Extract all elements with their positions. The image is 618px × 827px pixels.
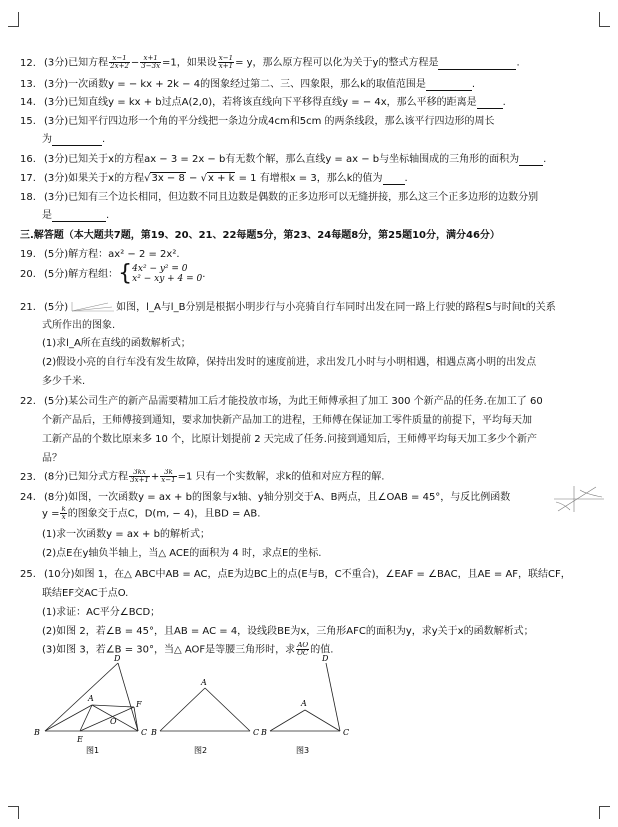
question-17: 17. (3分)如果关于x的方程√3x − 8 − √x + k = 1 有增根x = 3，那么k的值为 . [20, 173, 408, 184]
fig1-label-b: B [34, 728, 40, 737]
answer-blank[interactable] [426, 80, 472, 91]
question-21-sub2-line2: 多少千米. [42, 376, 86, 387]
question-15: 15. (3分)已知平行四边形一个角的平分线把一条边分成4cm和5cm 的两条线段，那么该平行四边形的周长 [20, 116, 495, 127]
fig3-label-a: A [301, 699, 307, 708]
q24-graph [552, 484, 606, 514]
question-22-line4: 品？ [42, 453, 62, 464]
question-18: 18. (3分)已知有三个边长相同，但边数不同且边数是偶数的正多边形可以无缝拼接，那么这三个正多边形的边数分别 [20, 192, 539, 203]
question-18-line2: 是 . [42, 210, 110, 221]
answer-blank[interactable] [519, 155, 543, 166]
question-21-sub1: (1)求l_A所在直线的函数解析式； [42, 338, 191, 349]
question-24-line2: y = $\frac{k}{x}$ 的图象交于点C，D(m, − 4)，且BD = AB. [42, 506, 261, 521]
question-22: 22. (5分)某公司生产的新产品需要精加工后才能投放市场，为此王师傅承担了加工 300 个新产品的任务.在加工了 60 [20, 396, 543, 407]
question-19: 19. (5分)解方程：ax² − 2 = 2x². [20, 249, 180, 260]
fig1-caption: 图1 [86, 746, 100, 755]
question-14: 14. (3分)已知直线y = kx + b过点A(2,0)，若将该直线向下平移得直线y = − 4x，那么平移的距离是 . [20, 97, 506, 108]
fraction: $\frac{x+1}{3-3x}$ [141, 55, 161, 70]
question-24-sub2: (2)点E在y轴负半轴上，当△ ACE的面积为 4 时，求点E的坐标. [42, 548, 322, 559]
question-22-line3: 工新产品的个数比原来多 10 个，比原计划提前 2 天完成了任务.问接到通知后，王师傅平均每天加工多少个新产 [42, 434, 537, 445]
section-heading: 三.解答题（本大题共7题，第19、20、21、22每题5分，第23、24每题8分，第25题10分，满分46分） [20, 230, 500, 241]
answer-blank[interactable] [52, 211, 106, 222]
q25-figures [30, 655, 360, 757]
fig1-label-f: F [136, 700, 142, 709]
question-22-line2: 个新产品后，王师傅接到通知，要求加快新产品加工的进程，王师傅在保证加工零件质量的前提下，平均每天加 [42, 415, 532, 426]
question-23: 23. (8分)已知分式方程 $\frac{3kx}{3x+1}$ + $\frac{3k}{x-1}$ =1 只有一个实数解，求k的值和对应方程的解. [20, 469, 385, 484]
question-16: 16. (3分)已知关于x的方程ax − 3 = 2x − b有无数个解，那么直线y = ax − b与坐标轴围成的三角形的面积为 . [20, 154, 547, 165]
fraction: $\frac{x-1}{2x+2}$ [110, 55, 129, 70]
answer-blank[interactable] [52, 135, 102, 146]
fig2-label-a: A [201, 678, 207, 687]
question-25-sub1: (1)求证：AC平分∠BCD； [42, 607, 161, 618]
fraction: $\frac{x-1}{x+1}$ [218, 55, 234, 70]
fig1-label-c: C [141, 728, 148, 737]
question-24: 24. (8分)如图，一次函数y = ax + b的图象与x轴、y轴分别交于A、B两点，且∠OAB = 45°，与反比例函数 [20, 492, 511, 503]
question-12: 12. (3分)已知方程 $\frac{x-1}{2x+2}$ − $\frac{x+1}{3-3x}$ =1，如果设 $\frac{x-1}{x+1}$ = y，那么原方程可以化为关于y的整式方程是 . [20, 55, 520, 70]
fig1-label-a: A [88, 694, 94, 703]
fig1-label-o: O [110, 717, 117, 726]
corner-mark [599, 12, 610, 27]
figure-3 [270, 663, 340, 731]
question-25-line2: 联结EF交AC于点O. [42, 588, 129, 599]
fig3-caption: 图3 [296, 746, 310, 755]
figure-2 [160, 688, 250, 731]
question-25-sub3: (3)如图 3，若∠B = 30°，当△ AOF是等腰三角形时，求 $\frac{AO}{OC}$ 的值. [42, 642, 334, 657]
question-25: 25. (10分)如图 1，在△ ABC中AB = AC，点E为边BC上的点(E与B，C不重合)，∠EAF = ∠BAC，且AE = AF，联结CF， [20, 569, 571, 580]
fig2-label-b: B [151, 728, 157, 737]
question-13: 13. (3分)一次函数y = − kx + 2k − 4的图象经过第二、三、四象限，那么k的取值范围是 . [20, 79, 476, 90]
fig1-label-d: D [114, 655, 121, 663]
graph-thumbnail-icon [68, 302, 116, 312]
fig2-caption: 图2 [194, 746, 208, 755]
question-24-sub1: (1)求一次函数y = ax + b的解析式； [42, 529, 210, 540]
fig1-label-e: E [77, 735, 83, 744]
question-21: 21. (5分) 如图，l_A与l_B分别是根据小明步行与小亮骑自行车同时出发在同一路上行驶的路程S与时间t的关系 [20, 302, 556, 313]
answer-blank[interactable] [438, 59, 516, 70]
corner-mark [599, 806, 610, 819]
question-25-sub2: (2)如图 2，若∠B = 45°，且AB = AC = 4，设线段BE为x，三角形AFC的面积为y，求y关于x的函数解析式； [42, 626, 534, 637]
fig3-label-b: B [261, 728, 267, 737]
question-15-line2: 为 . [42, 134, 106, 145]
corner-mark [8, 806, 19, 819]
fig3-label-d: D [322, 655, 329, 663]
question-20: 20. (5分)解方程组：{ 4x² − y² = 0 x² − xy + 4 = 0 . [20, 262, 206, 286]
answer-blank[interactable] [383, 174, 405, 185]
fig2-label-c: C [253, 728, 260, 737]
question-21-sub2: (2)假设小亮的自行车没有发生故障，保持出发时的速度前进，求出发几小时与小明相遇，相遇点离小明的出发点 [42, 357, 537, 368]
fig3-label-c: C [343, 728, 350, 737]
question-21-line2: 式所作出的图象. [42, 320, 116, 331]
corner-mark [8, 12, 19, 27]
answer-blank[interactable] [477, 98, 503, 109]
